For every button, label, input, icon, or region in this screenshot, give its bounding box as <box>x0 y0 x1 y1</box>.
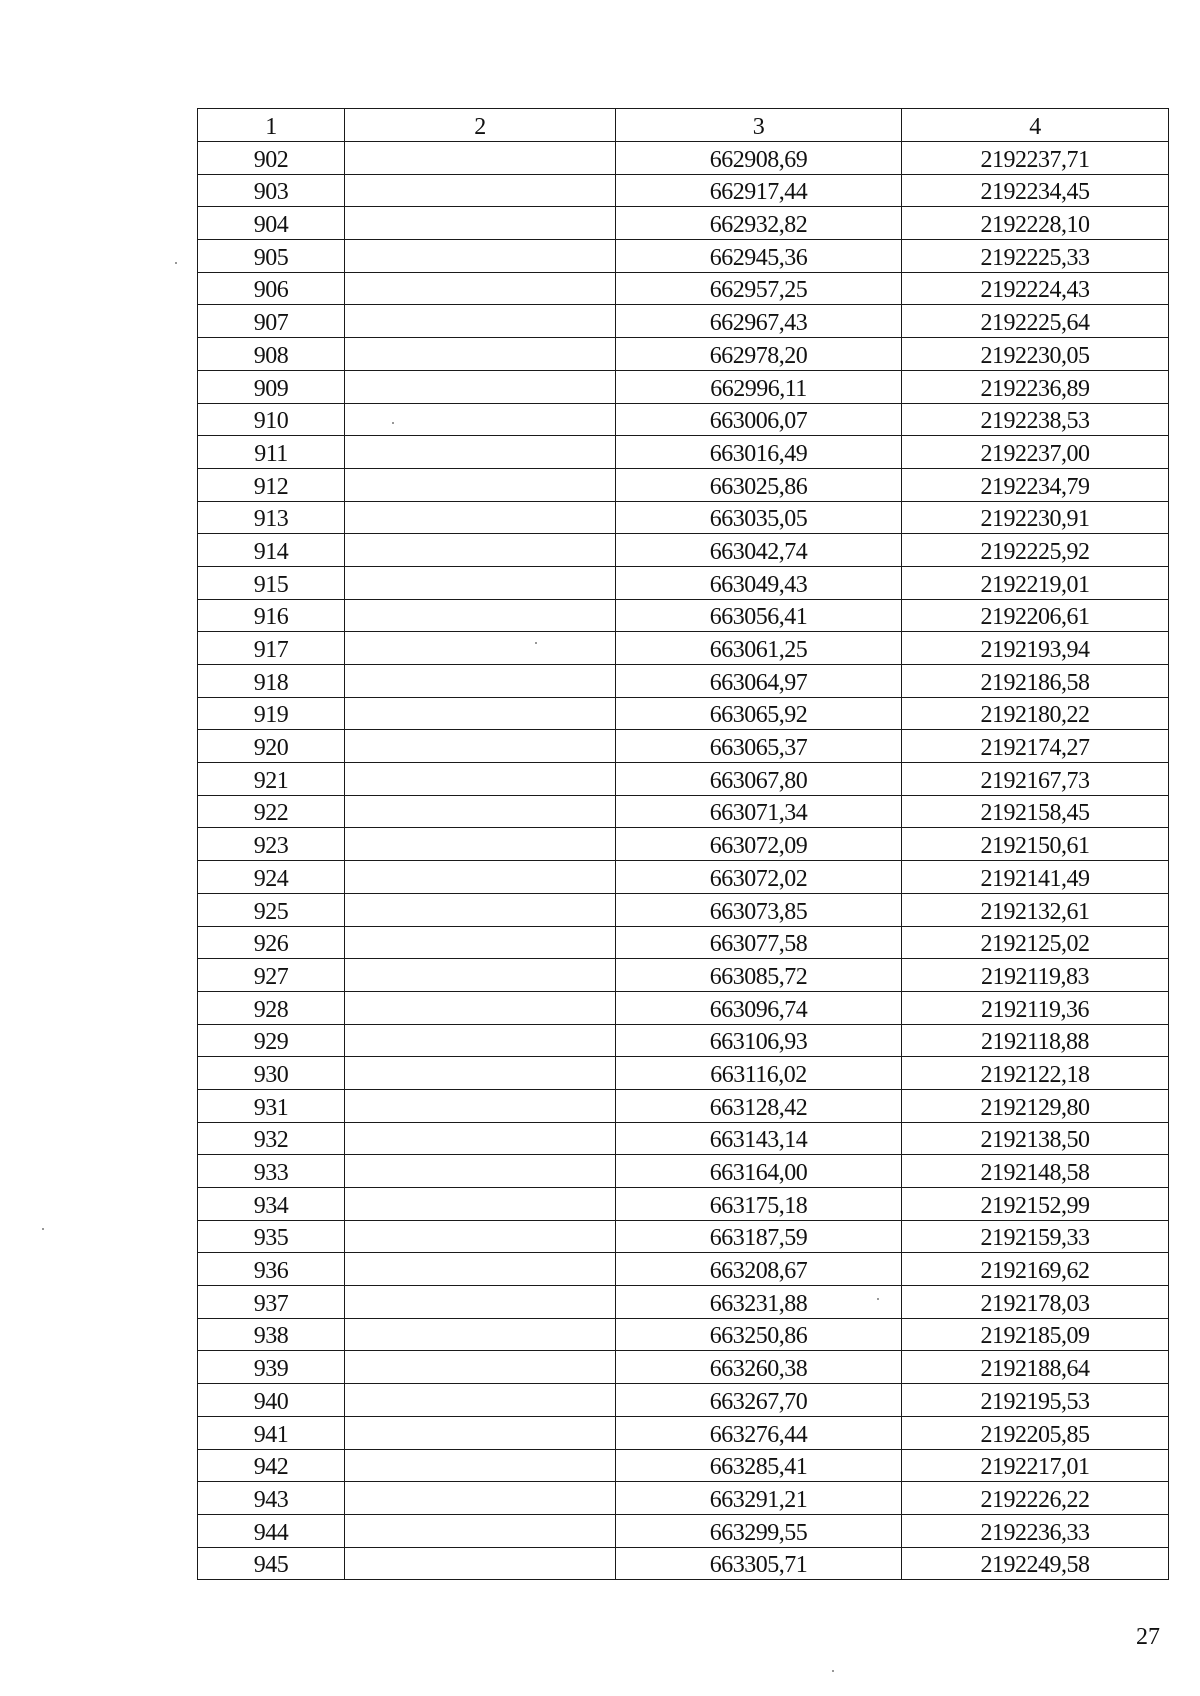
x-coordinate-cell: 663096,74 <box>616 991 902 1024</box>
table-row <box>198 207 1169 240</box>
description-cell <box>345 1057 616 1090</box>
table-row <box>198 1220 1169 1253</box>
point-number-cell: 939 <box>198 1351 345 1384</box>
table-row <box>198 795 1169 828</box>
y-coordinate-cell: 2192193,94 <box>902 632 1169 665</box>
x-coordinate-cell: 663073,85 <box>616 893 902 926</box>
point-number-cell: 903 <box>198 174 345 207</box>
y-coordinate-cell: 2192119,83 <box>902 959 1169 992</box>
table-row <box>198 1416 1169 1449</box>
y-coordinate-cell: 2192206,61 <box>902 599 1169 632</box>
x-coordinate-cell: 663016,49 <box>616 436 902 469</box>
description-cell <box>345 1155 616 1188</box>
description-cell <box>345 665 616 698</box>
x-coordinate-cell: 662917,44 <box>616 174 902 207</box>
x-coordinate-cell: 663035,05 <box>616 501 902 534</box>
y-coordinate-cell: 2192132,61 <box>902 893 1169 926</box>
description-cell <box>345 370 616 403</box>
description-cell <box>345 207 616 240</box>
x-coordinate-cell: 663077,58 <box>616 926 902 959</box>
point-number-cell: 935 <box>198 1220 345 1253</box>
table-row <box>198 1351 1169 1384</box>
table-row <box>198 1155 1169 1188</box>
y-coordinate-cell: 2192238,53 <box>902 403 1169 436</box>
y-coordinate-cell: 2192237,00 <box>902 436 1169 469</box>
description-cell <box>345 893 616 926</box>
description-cell <box>345 1122 616 1155</box>
point-number-cell: 927 <box>198 959 345 992</box>
description-cell <box>345 1253 616 1286</box>
y-coordinate-cell: 2192195,53 <box>902 1384 1169 1417</box>
point-number-cell: 945 <box>198 1547 345 1580</box>
coordinates-table <box>197 108 1169 1580</box>
scan-speck <box>832 1670 834 1672</box>
x-coordinate-cell: 663065,92 <box>616 697 902 730</box>
description-cell <box>345 1089 616 1122</box>
description-cell <box>345 1384 616 1417</box>
table-row <box>198 1089 1169 1122</box>
description-cell <box>345 1351 616 1384</box>
point-number-cell: 929 <box>198 1024 345 1057</box>
x-coordinate-cell: 663175,18 <box>616 1188 902 1221</box>
x-coordinate-cell: 663299,55 <box>616 1514 902 1547</box>
column-header-2: 2 <box>345 109 616 142</box>
table-row <box>198 828 1169 861</box>
y-coordinate-cell: 2192186,58 <box>902 665 1169 698</box>
y-coordinate-cell: 2192167,73 <box>902 763 1169 796</box>
table-row <box>198 1253 1169 1286</box>
point-number-cell: 908 <box>198 338 345 371</box>
table-row <box>198 599 1169 632</box>
y-coordinate-cell: 2192230,91 <box>902 501 1169 534</box>
y-coordinate-cell: 2192237,71 <box>902 142 1169 175</box>
y-coordinate-cell: 2192185,09 <box>902 1318 1169 1351</box>
point-number-cell: 922 <box>198 795 345 828</box>
point-number-cell: 906 <box>198 272 345 305</box>
description-cell <box>345 1024 616 1057</box>
description-cell <box>345 566 616 599</box>
point-number-cell: 944 <box>198 1514 345 1547</box>
description-cell <box>345 174 616 207</box>
description-cell <box>345 468 616 501</box>
y-coordinate-cell: 2192236,89 <box>902 370 1169 403</box>
y-coordinate-cell: 2192225,92 <box>902 534 1169 567</box>
description-cell <box>345 403 616 436</box>
table-row <box>198 1122 1169 1155</box>
y-coordinate-cell: 2192159,33 <box>902 1220 1169 1253</box>
description-cell <box>345 795 616 828</box>
y-coordinate-cell: 2192230,05 <box>902 338 1169 371</box>
table-row <box>198 1547 1169 1580</box>
x-coordinate-cell: 663061,25 <box>616 632 902 665</box>
point-number-cell: 904 <box>198 207 345 240</box>
description-cell <box>345 1188 616 1221</box>
description-cell <box>345 1449 616 1482</box>
table-row <box>198 632 1169 665</box>
x-coordinate-cell: 663231,88 <box>616 1286 902 1319</box>
y-coordinate-cell: 2192225,64 <box>902 305 1169 338</box>
point-number-cell: 912 <box>198 468 345 501</box>
point-number-cell: 930 <box>198 1057 345 1090</box>
point-number-cell: 909 <box>198 370 345 403</box>
table-row <box>198 174 1169 207</box>
table-row <box>198 893 1169 926</box>
table-row <box>198 272 1169 305</box>
table-row <box>198 1449 1169 1482</box>
y-coordinate-cell: 2192226,22 <box>902 1482 1169 1515</box>
description-cell <box>345 240 616 273</box>
y-coordinate-cell: 2192122,18 <box>902 1057 1169 1090</box>
point-number-cell: 934 <box>198 1188 345 1221</box>
point-number-cell: 926 <box>198 926 345 959</box>
description-cell <box>345 501 616 534</box>
x-coordinate-cell: 663049,43 <box>616 566 902 599</box>
description-cell <box>345 1286 616 1319</box>
description-cell <box>345 534 616 567</box>
table-row <box>198 566 1169 599</box>
y-coordinate-cell: 2192217,01 <box>902 1449 1169 1482</box>
point-number-cell: 916 <box>198 599 345 632</box>
y-coordinate-cell: 2192141,49 <box>902 861 1169 894</box>
x-coordinate-cell: 663085,72 <box>616 959 902 992</box>
x-coordinate-cell: 663067,80 <box>616 763 902 796</box>
x-coordinate-cell: 662967,43 <box>616 305 902 338</box>
y-coordinate-cell: 2192129,80 <box>902 1089 1169 1122</box>
description-cell <box>345 305 616 338</box>
y-coordinate-cell: 2192228,10 <box>902 207 1169 240</box>
table-row <box>198 665 1169 698</box>
description-cell <box>345 697 616 730</box>
description-cell <box>345 730 616 763</box>
scan-speck <box>877 1298 879 1300</box>
table-body <box>198 142 1169 1580</box>
point-number-cell: 911 <box>198 436 345 469</box>
point-number-cell: 920 <box>198 730 345 763</box>
point-number-cell: 915 <box>198 566 345 599</box>
point-number-cell: 924 <box>198 861 345 894</box>
y-coordinate-cell: 2192178,03 <box>902 1286 1169 1319</box>
x-coordinate-cell: 663285,41 <box>616 1449 902 1482</box>
description-cell <box>345 1482 616 1515</box>
x-coordinate-cell: 663064,97 <box>616 665 902 698</box>
y-coordinate-cell: 2192125,02 <box>902 926 1169 959</box>
table-row <box>198 436 1169 469</box>
point-number-cell: 923 <box>198 828 345 861</box>
x-coordinate-cell: 663260,38 <box>616 1351 902 1384</box>
description-cell <box>345 1547 616 1580</box>
x-coordinate-cell: 663267,70 <box>616 1384 902 1417</box>
table-row <box>198 501 1169 534</box>
point-number-cell: 919 <box>198 697 345 730</box>
y-coordinate-cell: 2192118,88 <box>902 1024 1169 1057</box>
y-coordinate-cell: 2192169,62 <box>902 1253 1169 1286</box>
table-row <box>198 1188 1169 1221</box>
table-row <box>198 240 1169 273</box>
x-coordinate-cell: 663071,34 <box>616 795 902 828</box>
point-number-cell: 940 <box>198 1384 345 1417</box>
table-row <box>198 861 1169 894</box>
table-row <box>198 142 1169 175</box>
x-coordinate-cell: 663208,67 <box>616 1253 902 1286</box>
point-number-cell: 936 <box>198 1253 345 1286</box>
point-number-cell: 914 <box>198 534 345 567</box>
table-row <box>198 763 1169 796</box>
x-coordinate-cell: 663291,21 <box>616 1482 902 1515</box>
x-coordinate-cell: 662957,25 <box>616 272 902 305</box>
point-number-cell: 938 <box>198 1318 345 1351</box>
x-coordinate-cell: 663128,42 <box>616 1089 902 1122</box>
x-coordinate-cell: 663025,86 <box>616 468 902 501</box>
description-cell <box>345 632 616 665</box>
table-row <box>198 1482 1169 1515</box>
description-cell <box>345 1514 616 1547</box>
point-number-cell: 943 <box>198 1482 345 1515</box>
table-row <box>198 1057 1169 1090</box>
x-coordinate-cell: 663116,02 <box>616 1057 902 1090</box>
y-coordinate-cell: 2192249,58 <box>902 1547 1169 1580</box>
point-number-cell: 931 <box>198 1089 345 1122</box>
table-row <box>198 991 1169 1024</box>
y-coordinate-cell: 2192152,99 <box>902 1188 1169 1221</box>
description-cell <box>345 763 616 796</box>
y-coordinate-cell: 2192234,79 <box>902 468 1169 501</box>
table-row <box>198 1384 1169 1417</box>
description-cell <box>345 599 616 632</box>
scan-speck <box>42 1228 44 1230</box>
x-coordinate-cell: 663305,71 <box>616 1547 902 1580</box>
table-row <box>198 1514 1169 1547</box>
page-number: 27 <box>1136 1624 1160 1650</box>
point-number-cell: 907 <box>198 305 345 338</box>
table-row <box>198 403 1169 436</box>
x-coordinate-cell: 663006,07 <box>616 403 902 436</box>
table-row <box>198 926 1169 959</box>
y-coordinate-cell: 2192224,43 <box>902 272 1169 305</box>
description-cell <box>345 1416 616 1449</box>
y-coordinate-cell: 2192225,33 <box>902 240 1169 273</box>
point-number-cell: 933 <box>198 1155 345 1188</box>
scan-speck <box>392 422 394 424</box>
y-coordinate-cell: 2192150,61 <box>902 828 1169 861</box>
point-number-cell: 913 <box>198 501 345 534</box>
table-row <box>198 1286 1169 1319</box>
point-number-cell: 917 <box>198 632 345 665</box>
point-number-cell: 941 <box>198 1416 345 1449</box>
point-number-cell: 905 <box>198 240 345 273</box>
point-number-cell: 918 <box>198 665 345 698</box>
y-coordinate-cell: 2192180,22 <box>902 697 1169 730</box>
y-coordinate-cell: 2192236,33 <box>902 1514 1169 1547</box>
point-number-cell: 902 <box>198 142 345 175</box>
x-coordinate-cell: 663072,02 <box>616 861 902 894</box>
point-number-cell: 937 <box>198 1286 345 1319</box>
table-row <box>198 730 1169 763</box>
description-cell <box>345 272 616 305</box>
table-row <box>198 1024 1169 1057</box>
x-coordinate-cell: 663056,41 <box>616 599 902 632</box>
y-coordinate-cell: 2192205,85 <box>902 1416 1169 1449</box>
y-coordinate-cell: 2192188,64 <box>902 1351 1169 1384</box>
table-row <box>198 338 1169 371</box>
x-coordinate-cell: 663072,09 <box>616 828 902 861</box>
table-row <box>198 534 1169 567</box>
description-cell <box>345 1220 616 1253</box>
point-number-cell: 925 <box>198 893 345 926</box>
x-coordinate-cell: 662932,82 <box>616 207 902 240</box>
table-row <box>198 697 1169 730</box>
x-coordinate-cell: 662978,20 <box>616 338 902 371</box>
y-coordinate-cell: 2192148,58 <box>902 1155 1169 1188</box>
y-coordinate-cell: 2192219,01 <box>902 566 1169 599</box>
description-cell <box>345 959 616 992</box>
x-coordinate-cell: 663106,93 <box>616 1024 902 1057</box>
description-cell <box>345 861 616 894</box>
description-cell <box>345 142 616 175</box>
x-coordinate-cell: 663065,37 <box>616 730 902 763</box>
point-number-cell: 928 <box>198 991 345 1024</box>
x-coordinate-cell: 662996,11 <box>616 370 902 403</box>
scan-speck <box>535 642 537 644</box>
x-coordinate-cell: 663187,59 <box>616 1220 902 1253</box>
table-row <box>198 959 1169 992</box>
x-coordinate-cell: 663276,44 <box>616 1416 902 1449</box>
y-coordinate-cell: 2192174,27 <box>902 730 1169 763</box>
description-cell <box>345 1318 616 1351</box>
description-cell <box>345 436 616 469</box>
point-number-cell: 910 <box>198 403 345 436</box>
column-header-3: 3 <box>616 109 902 142</box>
column-header-1: 1 <box>198 109 345 142</box>
y-coordinate-cell: 2192158,45 <box>902 795 1169 828</box>
description-cell <box>345 338 616 371</box>
x-coordinate-cell: 663250,86 <box>616 1318 902 1351</box>
table-row <box>198 370 1169 403</box>
table-row <box>198 305 1169 338</box>
table-row <box>198 1318 1169 1351</box>
scan-speck <box>175 262 177 264</box>
point-number-cell: 921 <box>198 763 345 796</box>
x-coordinate-cell: 663164,00 <box>616 1155 902 1188</box>
y-coordinate-cell: 2192119,36 <box>902 991 1169 1024</box>
y-coordinate-cell: 2192234,45 <box>902 174 1169 207</box>
column-header-4: 4 <box>902 109 1169 142</box>
description-cell <box>345 828 616 861</box>
x-coordinate-cell: 662945,36 <box>616 240 902 273</box>
point-number-cell: 942 <box>198 1449 345 1482</box>
description-cell <box>345 926 616 959</box>
x-coordinate-cell: 662908,69 <box>616 142 902 175</box>
table-header-row <box>198 109 1169 142</box>
description-cell <box>345 991 616 1024</box>
x-coordinate-cell: 663143,14 <box>616 1122 902 1155</box>
table-row <box>198 468 1169 501</box>
y-coordinate-cell: 2192138,50 <box>902 1122 1169 1155</box>
x-coordinate-cell: 663042,74 <box>616 534 902 567</box>
point-number-cell: 932 <box>198 1122 345 1155</box>
